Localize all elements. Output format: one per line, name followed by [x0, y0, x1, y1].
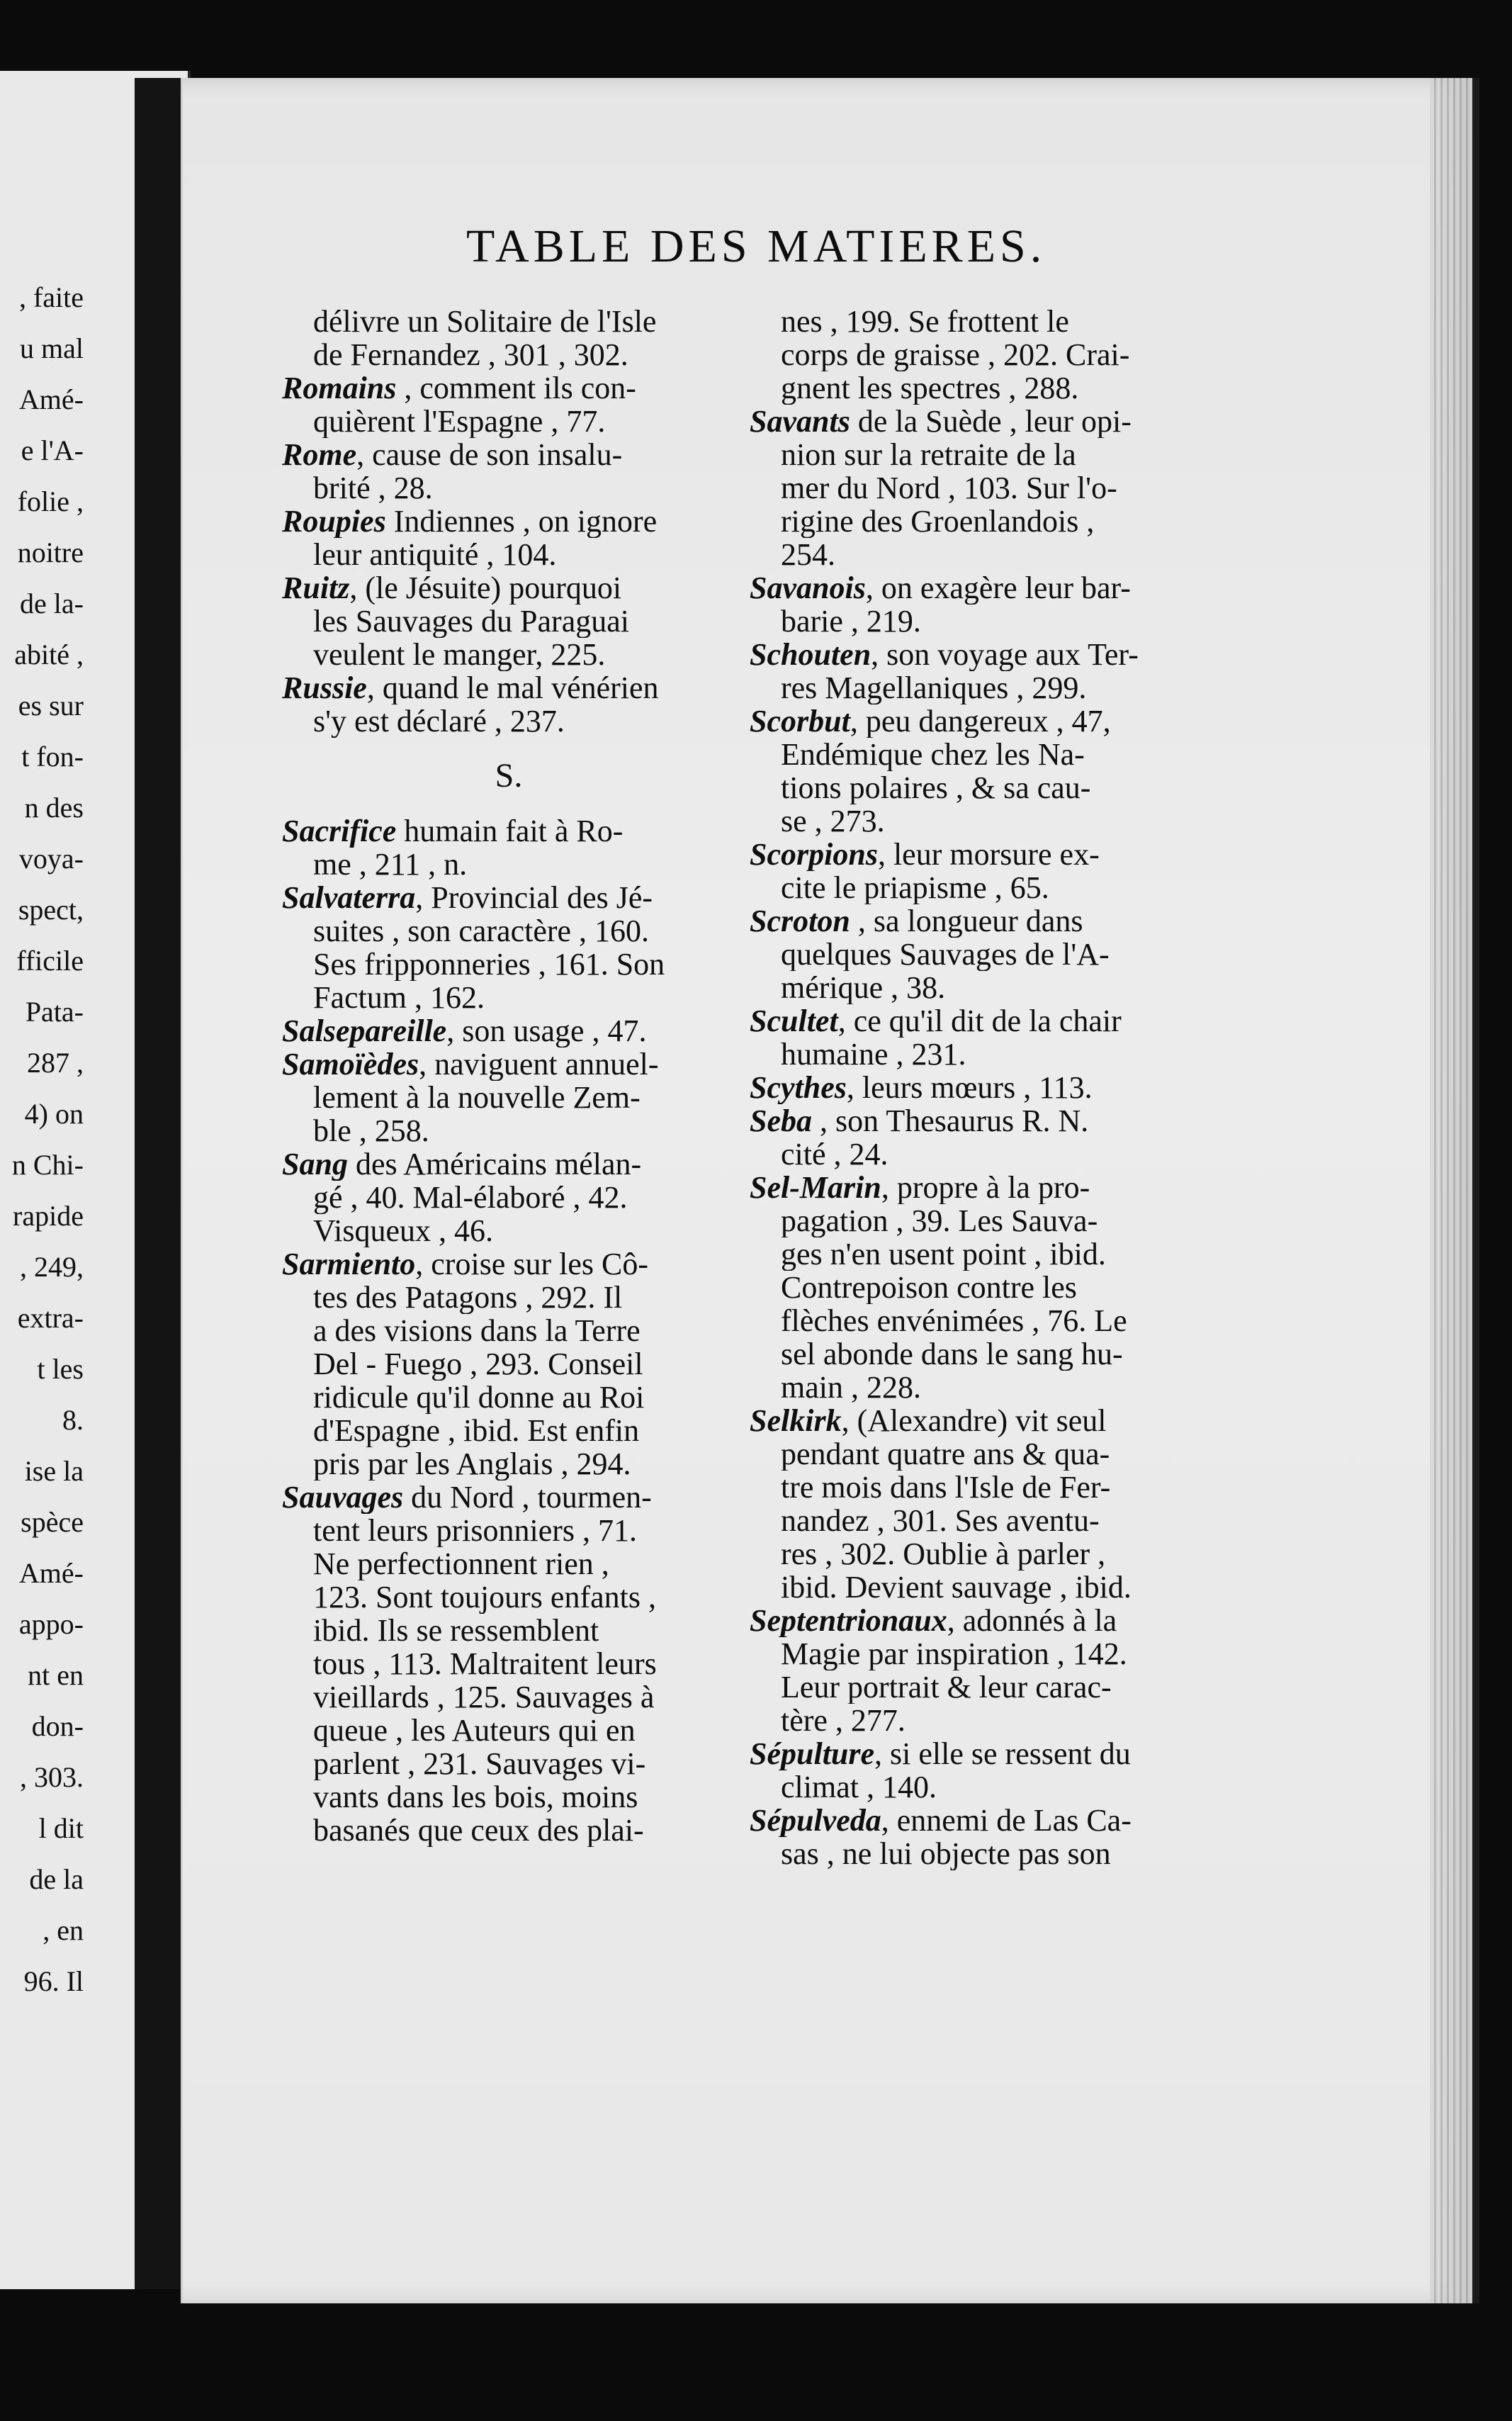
index-continuation-line: lement à la nouvelle Zem-	[313, 1081, 641, 1114]
index-entry-text: , ce qu'il dit de la chair	[837, 1004, 1122, 1038]
index-continuation-line: res Magellaniques , 299.	[781, 671, 1087, 704]
left-page-line-fragment: l dit	[38, 1812, 84, 1844]
left-page-line-fragment: n des	[24, 792, 84, 824]
index-continuation-line: délivre un Solitaire de l'Isle	[313, 305, 657, 338]
index-entry-line	[282, 1014, 735, 1047]
index-continuation-line: basanés que ceux des plai-	[313, 1814, 644, 1847]
index-headword: Scorpions	[750, 838, 878, 871]
index-continuation-line: Ne perfectionnent rien ,	[313, 1547, 609, 1580]
index-continuation-line: veulent le manger, 225.	[313, 638, 606, 671]
left-page-line-fragment: rapide	[13, 1200, 84, 1232]
index-entry-text: de la Suède , leur opi-	[850, 405, 1132, 438]
index-continuation-line: ble , 258.	[313, 1114, 429, 1147]
index-column-left	[282, 305, 735, 1847]
left-page-line-fragment: u mal	[20, 332, 84, 364]
index-entry-line	[282, 1047, 735, 1081]
left-page-line-fragment: 96. Il	[23, 1965, 84, 1997]
index-entry-line	[282, 1247, 735, 1281]
left-page-line-fragment: es sur	[18, 690, 84, 721]
section-letter: S.	[495, 757, 523, 794]
index-continuation-line: gé , 40. Mal-élaboré , 42.	[313, 1181, 628, 1214]
index-headword: Ruitz	[282, 571, 350, 605]
index-entry-line	[750, 838, 1231, 871]
index-continuation-line: corps de graisse , 202. Crai-	[781, 338, 1130, 371]
index-continuation-line: tère , 277.	[781, 1704, 905, 1737]
index-entry-text: , propre à la pro-	[881, 1171, 1090, 1204]
index-entry-text: , croise sur les Cô-	[415, 1247, 648, 1281]
index-headword: Roupies	[282, 505, 386, 538]
index-continuation-line: leur antiquité , 104.	[313, 538, 557, 571]
index-headword: Salsepareille	[282, 1014, 447, 1047]
left-page-line-fragment: spect,	[18, 894, 84, 926]
index-entry-line	[282, 881, 735, 914]
index-headword: Sauvages	[282, 1481, 404, 1514]
index-continuation-line: vants dans les bois, moins	[313, 1780, 638, 1814]
index-continuation-line: d'Espagne , ibid. Est enfin	[313, 1414, 640, 1447]
index-entry-line	[750, 1604, 1231, 1637]
index-continuation-line: gnent les spectres , 288.	[781, 371, 1079, 405]
index-entry-line	[282, 814, 735, 848]
left-page-line-fragment: don-	[31, 1710, 84, 1742]
left-page-line-fragment: ise la	[24, 1455, 84, 1487]
index-continuation-line: 254.	[781, 538, 835, 571]
index-continuation-line: nandez , 301. Ses aventu-	[781, 1504, 1100, 1537]
index-headword: Scroton	[750, 904, 850, 938]
left-page-line-fragment: noitre	[17, 537, 84, 568]
index-entry-line	[750, 1104, 1231, 1138]
index-continuation-line: pendant quatre ans & qua-	[781, 1437, 1110, 1471]
index-entry-text: , (Alexandre) vit seul	[841, 1404, 1107, 1437]
index-continuation-line: ridicule qu'il donne au Roi	[313, 1381, 645, 1414]
index-headword: Scultet	[750, 1004, 838, 1038]
index-continuation-line: main , 228.	[781, 1371, 921, 1404]
right-page	[181, 78, 1479, 2303]
index-entry-line	[750, 638, 1231, 671]
left-page-line-fragment: Pata-	[25, 996, 84, 1028]
index-continuation-line: pagation , 39. Les Sauva-	[781, 1204, 1098, 1237]
index-headword: Rome	[282, 438, 357, 471]
index-headword: Sarmiento	[282, 1247, 416, 1281]
index-continuation-line: s'y est déclaré , 237.	[313, 704, 565, 738]
left-page-line-fragment: , en	[43, 1914, 84, 1946]
index-continuation-line: Del - Fuego , 293. Conseil	[313, 1347, 643, 1381]
left-page-line-fragment: t fon-	[21, 741, 84, 773]
left-page-line-fragment: spèce	[21, 1506, 84, 1538]
index-continuation-line: Ses fripponneries , 161. Son	[313, 948, 665, 981]
index-continuation-line: pris par les Anglais , 294.	[313, 1447, 631, 1481]
index-entry-text: , naviguent annuel-	[419, 1047, 659, 1081]
index-headword: Savants	[750, 405, 850, 438]
index-continuation-line: parlent , 231. Sauvages vi-	[313, 1747, 646, 1780]
index-entry-text: , ennemi de Las Ca-	[881, 1804, 1132, 1837]
index-continuation-line: me , 211 , n.	[313, 848, 468, 881]
index-headword: Seba	[750, 1104, 812, 1138]
index-continuation-line: Contrepoison contre les	[781, 1271, 1077, 1304]
page-title: TABLE DES MATIERES.	[466, 220, 1046, 272]
index-continuation-line: mer du Nord , 103. Sur l'o-	[781, 471, 1117, 505]
index-continuation-line: de Fernandez , 301 , 302.	[313, 338, 628, 371]
index-entry-text: , on exagère leur bar-	[865, 571, 1131, 605]
index-entry-text: , sa longueur dans	[850, 904, 1083, 938]
left-page-line-fragment: fficile	[16, 945, 84, 977]
index-entry-line	[750, 1404, 1231, 1437]
left-page-line-fragment: de la-	[20, 588, 84, 619]
index-entry-text: , (le Jésuite) pourquoi	[349, 571, 622, 605]
index-entry-text: , cause de son insalu-	[356, 438, 623, 471]
left-page-line-fragment: 4) on	[24, 1098, 84, 1130]
index-entry-text: , son usage , 47.	[446, 1014, 647, 1047]
index-continuation-line: ibid. Ils se ressemblent	[313, 1614, 599, 1647]
index-continuation-line: Magie par inspiration , 142.	[781, 1637, 1127, 1670]
index-continuation-line: ges n'en usent point , ibid.	[781, 1237, 1106, 1271]
index-entry-text: humain fait à Ro-	[396, 814, 624, 848]
index-headword: Russie	[282, 671, 367, 704]
index-headword: Samoïèdes	[282, 1047, 419, 1081]
index-entry-line	[750, 1004, 1231, 1038]
index-entry-text: , comment ils con-	[396, 371, 636, 405]
index-entry-text: , adonnés à la	[947, 1604, 1117, 1637]
index-continuation-line: sel abonde dans le sang hu-	[781, 1337, 1123, 1371]
left-page-line-fragment: Amé-	[18, 383, 84, 415]
index-continuation-line: 123. Sont toujours enfants ,	[313, 1580, 656, 1614]
index-headword: Septentrionaux	[750, 1604, 947, 1637]
index-continuation-line: mérique , 38.	[781, 971, 946, 1004]
left-page-line-fragment: extra-	[17, 1302, 84, 1334]
index-headword: Scorbut	[750, 704, 850, 738]
index-entry-line	[750, 571, 1231, 605]
left-page-line-fragment: , 249,	[20, 1251, 84, 1283]
left-page-line-fragment: appo-	[18, 1608, 84, 1640]
index-entry-text: , leurs mœurs , 113.	[846, 1071, 1093, 1104]
index-entry-text: , quand le mal vénérien	[366, 671, 659, 704]
index-continuation-line: quelques Sauvages de l'A-	[781, 938, 1110, 971]
index-entry-line	[282, 1481, 735, 1514]
index-continuation-line: Factum , 162.	[313, 981, 485, 1014]
index-headword: Sépulveda	[750, 1804, 881, 1837]
index-entry-line	[750, 405, 1231, 438]
index-continuation-line: cité , 24.	[781, 1138, 888, 1171]
index-continuation-line: tent leurs prisonniers , 71.	[313, 1514, 638, 1547]
index-continuation-line: les Sauvages du Paraguai	[313, 605, 629, 638]
index-continuation-line: nion sur la retraite de la	[781, 438, 1076, 471]
index-headword: Sépulture	[750, 1737, 875, 1770]
index-continuation-line: Visqueux , 46.	[313, 1214, 494, 1247]
index-continuation-line: Endémique chez les Na-	[781, 738, 1085, 771]
index-entry-line	[750, 704, 1231, 738]
index-entry-text: Indiennes , on ignore	[385, 505, 658, 538]
left-page-line-fragment: voya-	[18, 843, 84, 875]
index-entry-line	[282, 671, 735, 704]
index-entry-line	[750, 1171, 1231, 1204]
left-page-line-fragment: Amé-	[18, 1557, 84, 1589]
index-continuation-line: brité , 28.	[313, 471, 433, 505]
left-page-line-fragment: de la	[29, 1863, 84, 1895]
index-continuation-line: vieillards , 125. Sauvages à	[313, 1680, 655, 1714]
index-continuation-line: rigine des Groenlandois ,	[781, 505, 1095, 538]
index-entry-text: , son voyage aux Ter-	[871, 638, 1139, 671]
index-entry-line	[282, 571, 735, 605]
index-headword: Sel-Marin	[750, 1171, 881, 1204]
index-headword: Salvaterra	[282, 881, 416, 914]
left-page-line-fragment: abité ,	[14, 639, 84, 670]
index-entry-line	[282, 371, 735, 405]
index-entry-line	[750, 1071, 1231, 1104]
left-page-line-fragment: nt en	[28, 1659, 84, 1691]
index-entry-line	[282, 1147, 735, 1181]
index-column-right	[750, 305, 1231, 1870]
index-entry-text: , Provincial des Jé-	[415, 881, 653, 914]
index-entry-line	[750, 1804, 1231, 1837]
index-headword: Selkirk	[750, 1404, 842, 1437]
index-entry-line	[282, 505, 735, 538]
index-continuation-line: tous , 113. Maltraitent leurs	[313, 1647, 657, 1680]
index-headword: Savanois	[750, 571, 866, 605]
index-continuation-line: se , 273.	[781, 804, 885, 838]
index-entry-text: du Nord , tourmen-	[403, 1481, 652, 1514]
index-continuation-line: ibid. Devient sauvage , ibid.	[781, 1571, 1132, 1604]
index-entry-text: , leur morsure ex-	[877, 838, 1100, 871]
index-continuation-line: nes , 199. Se frottent le	[781, 305, 1069, 338]
index-continuation-line: tes des Patagons , 292. Il	[313, 1281, 623, 1314]
index-entry-text: , peu dangereux , 47,	[850, 704, 1111, 738]
index-continuation-line: sas , ne lui objecte pas son	[781, 1837, 1111, 1870]
index-continuation-line: queue , les Auteurs qui en	[313, 1714, 636, 1747]
index-headword: Schouten	[750, 638, 871, 671]
index-headword: Sang	[282, 1147, 348, 1181]
index-continuation-line: Leur portrait & leur carac-	[781, 1670, 1112, 1704]
left-page-line-fragment: t les	[37, 1353, 84, 1385]
index-entry-line	[750, 904, 1231, 938]
index-entry-text: , si elle se ressent du	[874, 1737, 1131, 1770]
index-entry-line	[282, 438, 735, 471]
index-continuation-line: barie , 219.	[781, 605, 921, 638]
index-headword: Romains	[282, 371, 397, 405]
left-page-text-fragment	[0, 283, 84, 2055]
left-page-line-fragment: 287 ,	[27, 1047, 84, 1079]
left-page-line-fragment: folie ,	[17, 485, 84, 517]
left-page-line-fragment: e l'A-	[21, 434, 84, 466]
index-continuation-line: res , 302. Oublie à parler ,	[781, 1537, 1106, 1571]
index-continuation-line: a des visions dans la Terre	[313, 1314, 641, 1347]
index-entry-text: , son Thesaurus R. N.	[812, 1104, 1089, 1138]
index-continuation-line: cite le priapisme , 65.	[781, 871, 1049, 904]
index-continuation-line: tre mois dans l'Isle de Fer-	[781, 1471, 1111, 1504]
index-entry-line	[750, 1737, 1231, 1770]
index-continuation-line: flèches envénimées , 76. Le	[781, 1304, 1127, 1337]
index-headword: Sacrifice	[282, 814, 397, 848]
page-edge	[1430, 78, 1472, 2303]
left-page-line-fragment: n Chi-	[11, 1149, 84, 1181]
index-continuation-line: humaine , 231.	[781, 1038, 966, 1071]
index-headword: Scythes	[750, 1071, 847, 1104]
index-continuation-line: tions polaires , & sa cau-	[781, 771, 1091, 804]
left-page-line-fragment: 8.	[62, 1404, 84, 1436]
index-entry-text: des Américains mélan-	[347, 1147, 642, 1181]
left-page-line-fragment: , faite	[18, 283, 84, 313]
index-continuation-line: quièrent l'Espagne , 77.	[313, 405, 606, 438]
index-continuation-line: climat , 140.	[781, 1770, 937, 1804]
index-continuation-line: suites , son caractère , 160.	[313, 914, 650, 948]
left-page-line-fragment: , 303.	[20, 1761, 84, 1793]
